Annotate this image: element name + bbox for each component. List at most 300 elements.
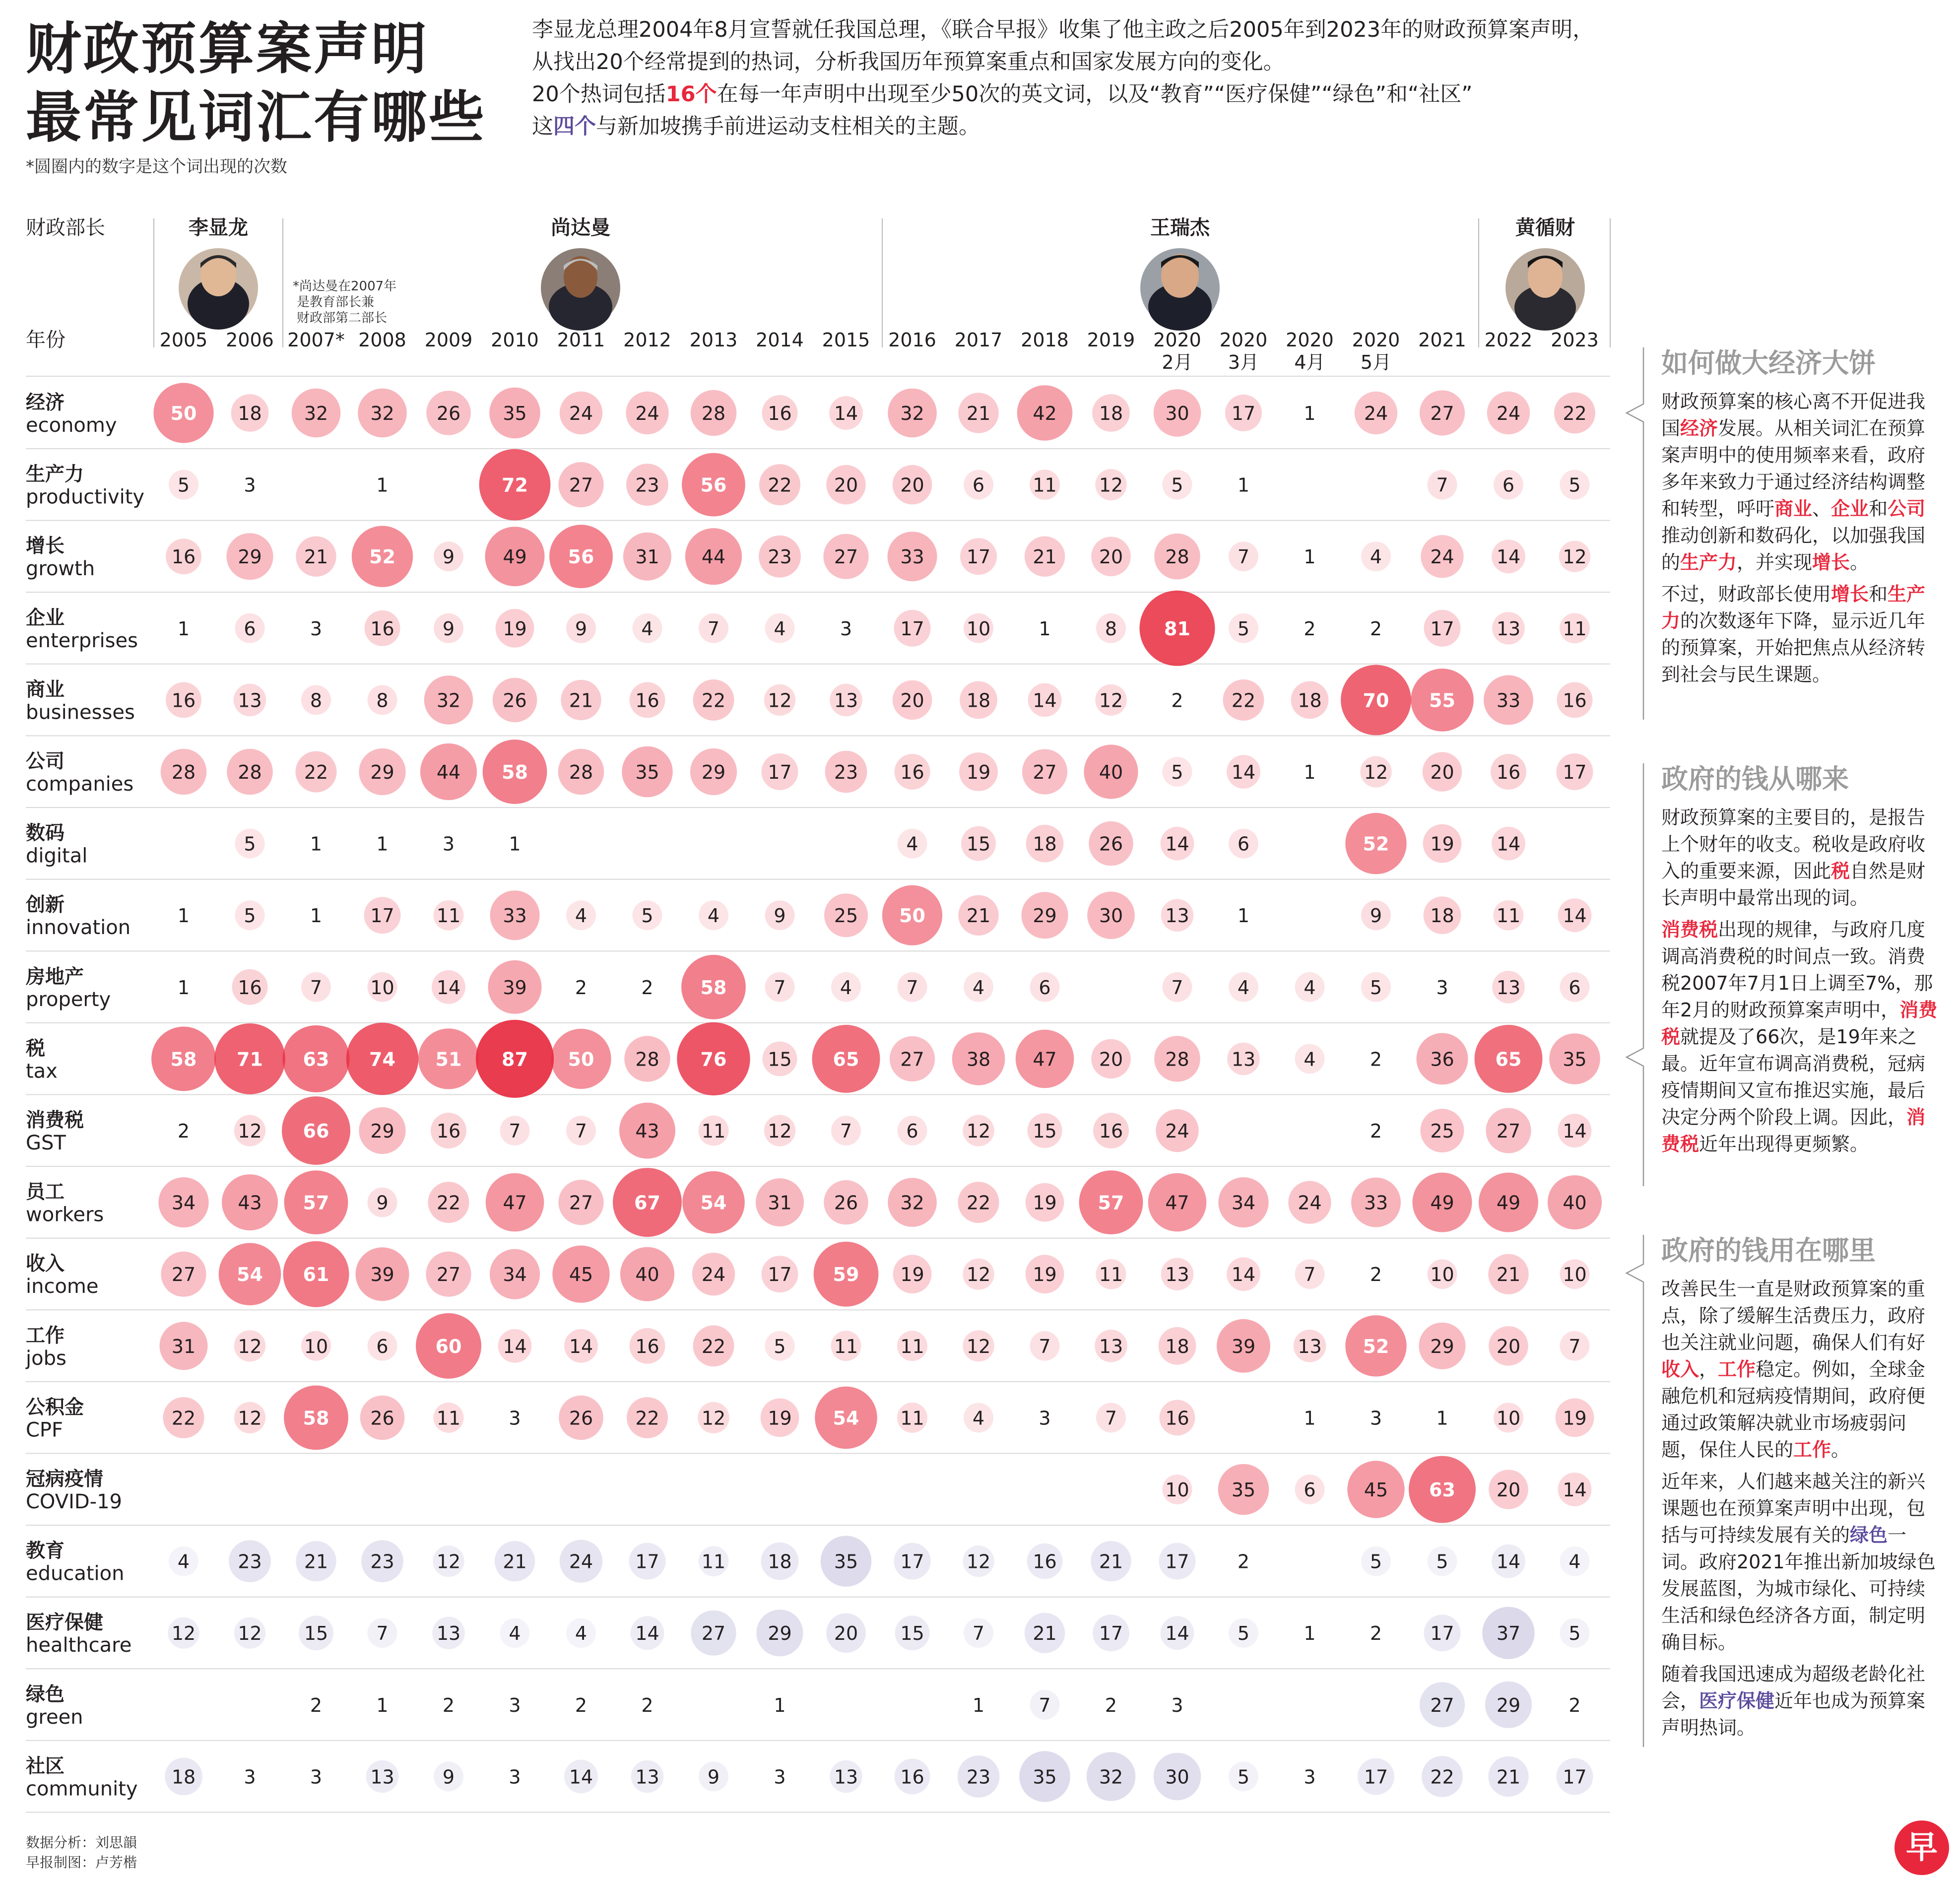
bubble-value: 15	[304, 1622, 328, 1645]
bubble-value: 4	[840, 976, 852, 999]
bubble-value: 35	[1563, 1048, 1587, 1071]
bubble-value: 29	[238, 546, 262, 568]
bubble-value: 14	[1496, 546, 1521, 568]
year-tick: 2010	[491, 329, 539, 351]
title-line-2: 最常见词汇有哪些	[26, 85, 486, 150]
sidebar-brackets	[1627, 347, 1643, 1747]
bubble-value: 29	[1496, 1694, 1521, 1716]
row-label-en: tax	[26, 1060, 58, 1083]
sidebar-keyword: 收入	[1661, 1358, 1699, 1380]
sidebar-keyword: 企业	[1831, 498, 1869, 520]
bubble-value: 16	[1563, 689, 1587, 712]
bubble-value: 29	[1430, 1335, 1454, 1357]
bubble-value: 3	[1436, 976, 1448, 999]
bubble-value: 16	[635, 689, 659, 712]
bubble-value: 34	[1231, 1192, 1256, 1214]
bubble-value: 13	[834, 1766, 858, 1788]
row-label-en: productivity	[26, 485, 145, 509]
minister-name-heng: 王瑞杰	[1150, 216, 1210, 239]
bubble-value: 57	[303, 1192, 329, 1214]
row-label-en: economy	[26, 414, 117, 437]
sidebar-keyword: 商业	[1774, 498, 1813, 520]
bubble-value: 4	[1568, 1550, 1581, 1573]
sidebar-text: 推动创新和数码化，以加强我国的	[1661, 525, 1926, 573]
bubble-value: 39	[370, 1264, 394, 1286]
row-label-zh: 工作	[26, 1324, 65, 1347]
year-tick: 2016	[888, 329, 936, 351]
bubble-value: 36	[1430, 1048, 1454, 1071]
bubble-value: 12	[436, 1550, 461, 1573]
year-label: 年份	[26, 329, 65, 351]
bubble-value: 18	[966, 689, 991, 712]
bubble-value: 2	[1568, 1694, 1581, 1716]
bubble-value: 49	[1430, 1192, 1454, 1214]
bubble-value: 65	[1495, 1048, 1522, 1071]
bubble-value: 10	[370, 976, 394, 999]
bubble-value: 2	[1237, 1550, 1250, 1573]
bubble-value: 10	[304, 1335, 328, 1357]
bubble-value: 1	[1304, 761, 1316, 783]
bubble-value: 55	[1429, 689, 1455, 712]
bubble-value: 21	[569, 689, 593, 712]
row-label-zh: 经济	[26, 392, 65, 414]
bubble-value: 4	[707, 905, 720, 927]
bubble-value: 17	[635, 1550, 659, 1573]
bubble-value: 35	[834, 1550, 858, 1573]
bubble-value: 3	[1370, 1407, 1382, 1429]
bubble-value: 39	[503, 976, 527, 999]
bubble-value: 16	[436, 1120, 461, 1142]
sidebar-keyword: 绿色	[1850, 1524, 1888, 1546]
bubble-value: 51	[435, 1048, 462, 1071]
year-tick: 2022	[1484, 329, 1533, 351]
sidebar-paragraph	[1661, 1661, 1939, 1741]
bubble-value: 14	[1165, 833, 1189, 855]
bubble-value: 7	[1039, 1335, 1051, 1357]
bubble-value: 5	[1568, 1622, 1581, 1645]
row-labels	[25, 392, 144, 1800]
bubble-value: 17	[1099, 1622, 1123, 1645]
bubble-value: 23	[768, 546, 792, 568]
bubble-value: 20	[1099, 1048, 1123, 1071]
bubble-value: 19	[1033, 1264, 1057, 1286]
year-month-tick: 3月	[1228, 351, 1259, 373]
bubble-value: 5	[1370, 1550, 1382, 1573]
bubble-value: 5	[1171, 761, 1183, 783]
bubble-value: 24	[1364, 403, 1388, 424]
sidebar-text: 就提及了66次，是19年来之最。近年宣布调高消费税，冠病疫情期间又宣布推迟实施，最后决定分两个阶段上调。因此，	[1661, 1026, 1926, 1128]
bubble-value: 11	[701, 1120, 726, 1142]
bubble-value: 4	[906, 833, 918, 855]
year-tick: 2007*	[287, 329, 345, 351]
row-label-en: COVID-19	[26, 1490, 123, 1513]
bubble-value: 20	[834, 1622, 858, 1645]
sidebar-text: ，	[1699, 1358, 1718, 1380]
year-axis	[160, 329, 1599, 373]
bubble-value: 3	[509, 1766, 521, 1788]
bubble-value: 50	[568, 1048, 594, 1071]
bubble-value: 11	[436, 905, 461, 927]
row-label-en: innovation	[26, 916, 131, 940]
bubble-value: 27	[900, 1048, 924, 1071]
bubble-value: 35	[1231, 1479, 1256, 1501]
bubble-value: 29	[768, 1622, 792, 1645]
bubble-value: 1	[310, 833, 323, 855]
sidebar-section-economy	[1661, 347, 1939, 693]
year-tick: 2014	[756, 329, 804, 351]
bubble-value: 2	[177, 1120, 190, 1142]
bubble-value: 13	[1165, 1264, 1189, 1286]
bubble-value: 13	[436, 1622, 461, 1645]
bubble-value: 9	[774, 905, 786, 927]
bubble-value: 4	[774, 617, 786, 640]
year-tick: 2021	[1418, 329, 1466, 351]
credit-analysis: 数据分析：刘思韻	[26, 1834, 137, 1851]
sidebar-text: 随着我国迅速成为超级老龄化社会，	[1661, 1663, 1926, 1712]
bubble-value: 24	[569, 403, 593, 424]
bubble-value: 7	[972, 1622, 985, 1645]
bubble-value: 76	[700, 1048, 727, 1071]
bubble-value: 59	[833, 1264, 859, 1286]
row-label-zh: 数码	[26, 822, 65, 845]
year-tick: 2023	[1551, 329, 1599, 351]
row-label-zh: 税	[26, 1037, 46, 1060]
row-label-zh: 消费税	[26, 1109, 84, 1132]
bubble-value: 34	[503, 1264, 527, 1286]
bubble-value: 21	[304, 546, 328, 568]
bubble-value: 30	[1099, 905, 1123, 927]
bubble-value: 4	[972, 976, 985, 999]
intro-text-part: 20个热词包括	[532, 82, 666, 107]
minister-name-tharman: 尚达曼	[551, 216, 610, 239]
bubble-value: 16	[1099, 1120, 1123, 1142]
bubble-value: 39	[1231, 1335, 1256, 1357]
intro-text-part: 与新加坡携手前进运动支柱相关的主题。	[596, 114, 980, 139]
row-label-en: education	[26, 1562, 125, 1585]
bubble-value: 5	[1568, 474, 1581, 496]
bubble-value: 22	[436, 1192, 461, 1214]
bubble-value: 54	[700, 1192, 727, 1214]
sidebar-section-revenue	[1661, 763, 1939, 1162]
row-label-zh: 公司	[26, 750, 65, 773]
bubble-value: 12	[1099, 474, 1123, 496]
bubble-value: 7	[1171, 976, 1183, 999]
bubble-value: 50	[170, 403, 197, 424]
bubble-value: 18	[171, 1766, 196, 1788]
sidebar-keyword: 税	[1831, 860, 1850, 882]
bubble-value: 28	[635, 1048, 659, 1071]
bubble-value: 24	[635, 403, 659, 424]
sidebar-text: 稳定。例如，全球金融危机和冠病疫情期间，政府便通过政策解决就业市场疲弱问题，保住人民的	[1661, 1358, 1926, 1461]
bubble-value: 6	[1237, 833, 1250, 855]
bubble-value: 1	[376, 474, 389, 496]
year-tick: 2013	[689, 329, 738, 351]
bubble-value: 23	[834, 761, 858, 783]
bubble-value: 12	[701, 1407, 726, 1429]
bracket	[1627, 1235, 1643, 1747]
bubble-value: 23	[370, 1550, 394, 1573]
sidebar-text: 和	[1869, 498, 1888, 520]
bubble-value: 40	[635, 1264, 659, 1286]
bubble-value: 14	[436, 976, 461, 999]
bubble-value: 21	[966, 905, 991, 927]
bubble-value: 7	[376, 1622, 389, 1645]
bubble-value: 58	[502, 761, 528, 783]
year-month-tick: 4月	[1294, 351, 1325, 373]
footnote-line-2: 是教育部长兼	[297, 295, 375, 310]
bubble-value: 5	[244, 905, 256, 927]
bubble-value: 42	[1033, 403, 1057, 424]
bubble-value: 13	[1165, 905, 1189, 927]
bubble-value: 12	[966, 1264, 991, 1286]
bubble-value: 28	[238, 761, 262, 783]
bubble-value: 12	[238, 1407, 262, 1429]
sidebar-text: ，并实现	[1737, 551, 1813, 573]
bubble-value: 32	[900, 403, 924, 424]
bubble-value: 71	[237, 1048, 263, 1071]
bubble-value: 8	[1105, 617, 1117, 640]
row-label-en: income	[26, 1275, 99, 1298]
bubble-value: 57	[1098, 1192, 1124, 1214]
bubble-value: 25	[1430, 1120, 1454, 1142]
bubble-value: 56	[568, 546, 594, 568]
year-tick: 2020	[1219, 329, 1268, 351]
row-label-en: companies	[26, 773, 134, 796]
sidebar-keyword: 增长	[1812, 551, 1850, 573]
bubble-value: 3	[1039, 1407, 1051, 1429]
bubble-value: 6	[1304, 1479, 1316, 1501]
bubble-value: 2	[1171, 689, 1183, 712]
bubble-value: 28	[569, 761, 593, 783]
bubble-value: 17	[370, 905, 394, 927]
bubble-value: 9	[575, 617, 588, 640]
bubble-value: 31	[768, 1192, 792, 1214]
sidebar-text: 发展。从相关词汇在预算案声明中的使用频率来看，政府多年来致力于通过经济结构调整和转型，呼吁	[1661, 417, 1926, 520]
bubble-value: 27	[834, 546, 858, 568]
sidebar-keyword: 消费税	[1661, 919, 1718, 941]
minister-name-lee: 李显龙	[189, 216, 248, 239]
bubble-value: 9	[1370, 905, 1382, 927]
sidebar-text: 不过，财政部长使用	[1661, 583, 1831, 605]
bubble-value: 26	[569, 1407, 593, 1429]
bubble-value: 7	[1237, 546, 1250, 568]
bubble-value: 40	[1563, 1192, 1587, 1214]
bubble-value: 74	[369, 1048, 395, 1071]
bubble-value: 21	[503, 1550, 527, 1573]
bubble-value: 8	[376, 689, 389, 712]
bubble-value: 2	[641, 1694, 653, 1716]
bubble-value: 32	[1099, 1766, 1123, 1788]
bubble-value: 18	[238, 403, 262, 424]
sidebar-text: 自然是财长声明中最常出现的词。	[1661, 860, 1926, 909]
bubble-value: 6	[906, 1120, 918, 1142]
bubble-value: 26	[370, 1407, 394, 1429]
bubble-value: 56	[700, 474, 727, 496]
bubble-value: 23	[238, 1550, 262, 1573]
bubble-value: 14	[1033, 689, 1057, 712]
bubble-value: 13	[1496, 976, 1521, 999]
bubble-value: 3	[244, 474, 256, 496]
bubble-value: 4	[1370, 546, 1382, 568]
year-month-tick: 5月	[1360, 351, 1392, 373]
bubble-value: 63	[303, 1048, 329, 1071]
bubble-value: 14	[1496, 833, 1521, 855]
bubble-value: 26	[1099, 833, 1123, 855]
bubble-value: 17	[900, 617, 924, 640]
year-month-tick: 2月	[1162, 351, 1193, 373]
bubble-value: 22	[701, 689, 726, 712]
bubble-value: 17	[1231, 403, 1256, 424]
bubble-value: 26	[834, 1192, 858, 1214]
bubble-value: 24	[701, 1264, 726, 1286]
bubble-value: 33	[1496, 689, 1521, 712]
bubble-value: 9	[442, 1766, 455, 1788]
bubble-value: 16	[1165, 1407, 1189, 1429]
sidebar-title: 如何做大经济大饼	[1661, 347, 1876, 379]
bubble-value: 7	[1039, 1694, 1051, 1716]
sidebar-keyword: 经济	[1680, 417, 1718, 439]
zaobao-logo: 早	[1895, 1820, 1949, 1875]
bubble-value: 12	[238, 1120, 262, 1142]
bubble-value: 87	[502, 1048, 528, 1071]
bubbles	[151, 383, 1602, 1802]
bubble-value: 15	[768, 1048, 792, 1071]
bubble-value: 20	[1496, 1479, 1521, 1501]
sidebar-keyword: 生产力	[1680, 551, 1737, 573]
bubble-value: 22	[1231, 689, 1256, 712]
bubble-value: 18	[1430, 905, 1454, 927]
bubble-value: 7	[575, 1120, 588, 1142]
bubble-value: 22	[966, 1192, 991, 1214]
bubble-value: 12	[966, 1335, 991, 1357]
bubble-value: 6	[1502, 474, 1515, 496]
bubble-value: 50	[899, 905, 925, 927]
bubble-value: 3	[840, 617, 852, 640]
year-tick: 2015	[822, 329, 870, 351]
bubble-value: 4	[177, 1550, 190, 1573]
bubble-value: 40	[1099, 761, 1123, 783]
bubble-value: 14	[503, 1335, 527, 1357]
bubble-value: 33	[503, 905, 527, 927]
bubble-value: 2	[1370, 1622, 1382, 1645]
bubble-value: 17	[768, 761, 792, 783]
row-label-zh: 收入	[26, 1253, 65, 1276]
bubble-value: 7	[707, 617, 720, 640]
bubble-value: 27	[1496, 1120, 1521, 1142]
bubble-value: 5	[1237, 617, 1250, 640]
year-tick: 2006	[226, 329, 274, 351]
row-label-zh: 创新	[26, 894, 65, 917]
bubble-value: 13	[370, 1766, 394, 1788]
bubble-value: 21	[1496, 1264, 1521, 1286]
bubble-value: 1	[774, 1694, 786, 1716]
bubble-value: 13	[1496, 617, 1521, 640]
bubble-value: 3	[774, 1766, 786, 1788]
bubble-value: 2	[575, 1694, 588, 1716]
bracket	[1627, 347, 1643, 720]
bubble-value: 17	[1563, 1766, 1587, 1788]
sidebar-section-spending	[1661, 1235, 1939, 1746]
bubble-value: 22	[171, 1407, 196, 1429]
bubble-value: 32	[900, 1192, 924, 1214]
year-tick: 2012	[623, 329, 671, 351]
bracket	[1627, 763, 1643, 1186]
row-label-zh: 增长	[26, 535, 65, 558]
bubble-value: 22	[635, 1407, 659, 1429]
bubble-value: 9	[442, 617, 455, 640]
bubble-value: 60	[435, 1335, 462, 1357]
bubble-value: 27	[1430, 1694, 1454, 1716]
bubble-value: 29	[1033, 905, 1057, 927]
bubble-value: 11	[1099, 1264, 1123, 1286]
bubble-value: 58	[170, 1048, 197, 1071]
year-tick: 2017	[954, 329, 1003, 351]
bubble-value: 24	[1165, 1120, 1189, 1142]
row-label-zh: 医疗保健	[26, 1612, 104, 1634]
bubble-value: 27	[1033, 761, 1057, 783]
bubble-value: 3	[442, 833, 455, 855]
bubble-value: 23	[966, 1766, 991, 1788]
sidebar-keyword: 工作	[1793, 1439, 1831, 1461]
bubble-value: 2	[1105, 1694, 1117, 1716]
bubble-value: 43	[635, 1120, 659, 1142]
bubble-value: 18	[1165, 1335, 1189, 1357]
row-label-zh: 社区	[26, 1755, 65, 1778]
bubble-value: 20	[1496, 1335, 1521, 1357]
bubble-value: 14	[1563, 1479, 1587, 1501]
bubble-value: 1	[376, 833, 389, 855]
footnote-line-3: 财政部第二部长	[297, 311, 388, 326]
bubble-value: 13	[834, 689, 858, 712]
row-label-en: workers	[26, 1203, 104, 1226]
bubble-value: 17	[1430, 1622, 1454, 1645]
row-label-en: healthcare	[26, 1634, 132, 1657]
bubble-value: 10	[1563, 1264, 1587, 1286]
bubble-value: 24	[1496, 403, 1521, 424]
bubble-value: 10	[1165, 1479, 1189, 1501]
bubble-value: 61	[303, 1264, 329, 1286]
bubble-value: 14	[1496, 1550, 1521, 1573]
bubble-value: 2	[1370, 1264, 1382, 1286]
sidebar-text: 。	[1850, 551, 1869, 573]
bubble-value: 52	[369, 546, 395, 568]
bubble-value: 45	[1364, 1479, 1388, 1501]
bubble-value: 21	[1496, 1766, 1521, 1788]
row-label-en: growth	[26, 557, 95, 581]
bubble-value: 15	[966, 833, 991, 855]
row-label-zh: 房地产	[26, 965, 84, 988]
bubble-value: 14	[635, 1622, 659, 1645]
row-label-zh: 公积金	[26, 1396, 84, 1419]
bubble-value: 22	[1430, 1766, 1454, 1788]
bubble-value: 14	[1563, 1120, 1587, 1142]
bubble-value: 38	[966, 1048, 991, 1071]
bubble-value: 19	[1563, 1407, 1587, 1429]
bubble-value: 27	[171, 1264, 196, 1286]
bubble-value: 32	[436, 689, 461, 712]
bubble-value: 19	[1033, 1192, 1057, 1214]
intro-text-part: 在每一年声明中出现至少50次的英文词，以及“教育”“医疗保健”“绿色”和“社区”	[717, 82, 1473, 107]
bubble-value: 12	[966, 1120, 991, 1142]
bubble-value: 11	[1033, 474, 1057, 496]
bubble-value: 12	[768, 689, 792, 712]
bubble-value: 16	[370, 617, 394, 640]
bubble-value: 20	[900, 474, 924, 496]
bubble-value: 6	[376, 1335, 389, 1357]
bubble-value: 28	[171, 761, 196, 783]
bubble-value: 35	[635, 761, 659, 783]
minister-name-wong: 黄循财	[1515, 216, 1575, 239]
